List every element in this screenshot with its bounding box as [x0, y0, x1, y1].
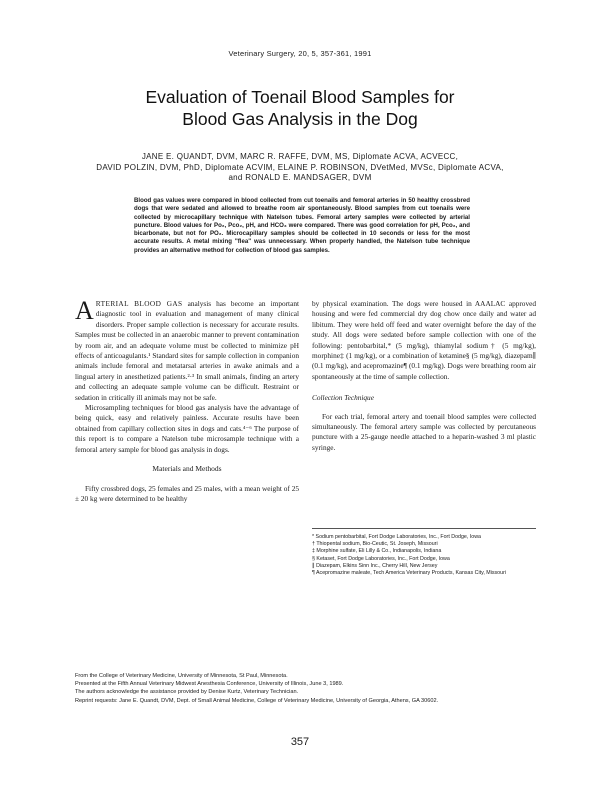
footnote: ¶ Acepromazine maleate, Tech America Veterinary Products, Kansas City, Missouri	[312, 570, 507, 577]
affiliation-notes	[75, 672, 536, 705]
page-number: 357	[290, 736, 310, 748]
authors-line-3: and RONALD E. MANDSAGER, DVM	[228, 173, 372, 182]
abstract: Blood gas values were compared in blood collected from cut toenails and femoral arteries in 50 healthy crossbred dogs that were sedated and allowed to breathe room air spontaneously. Blood samples from cut toenails were collected by microcapillary technique with Natelson tubes. Femoral artery samples were collected by arterial puncture. Blood values for Po₂, Pco₂, pH, and HCO₃ were compared. There was good correlation for pH, Pco₂, and bicarbonate, but not for PO₂. Microcapillary samples should be collected in 10 seconds or less for the most accurate results. A metal mixing "flea" was unnecessary. When properly handled, the Natelson tube technique provides an alternative method for collection of blood gas samples.	[134, 197, 470, 254]
article-title	[60, 86, 540, 130]
intro-text: analysis has become an important diagnostic tool in evaluation and management of many clinical disorders. Proper sample collection is necessary for accurate results. Samples must be collected in an anaerobic manner to prevent contamination by room air, and an adequate volume must be collected to minimize pH effects of anticoagulants.¹ Standard sites for sample collection in companion animals include femoral and metatarsal arteries in awake animals and a lingual artery in anesthetized patients.²·³ In small animals, finding an artery and collecting an adequate sample volume can be difficult. Restraint or sedation in critically ill animals may not be safe.	[75, 299, 299, 402]
affiliation-line: From the College of Veterinary Medicine, University of Minnesota, St Paul, Minnesota.	[75, 673, 288, 679]
intro-paragraph	[75, 296, 299, 403]
footnote: * Sodium pentobarbital, Fort Dodge Laboratories, Inc., Fort Dodge, Iowa	[312, 534, 482, 540]
housing-paragraph: by physical examination. The dogs were housed in AAALAC approved housing and were fed commercial dry dog chow once daily and water ad libitum. They were held off feed and water overnight before the day of the study. All dogs were sedated before sample collection with one of the following: pentobarbital,* (5 mg/kg), thiamylal sodium† (5 mg/kg), morphine‡ (1 mg/kg), or a combination of ketamine§ (5 mg/kg), diazepam∥ (0.1 mg/kg), and acepromazine¶ (0.1 mg/kg). Dogs were breathing room air spontaneously at the time of sample collection.	[312, 299, 536, 381]
microsampling-paragraph: Microsampling techniques for blood gas analysis have the advantage of being quick, easy and relatively painless. Accurate results have been obtained from capillary collection sites in dogs and cats.⁴⁻⁶ The purpose of this report is to compare a Natelson tube microsample technique with a femoral artery sample for blood gas analysis in dogs.	[75, 403, 299, 454]
footnote: † Thiopental sodium, Bio-Ceutic, St. Joseph, Missouri	[312, 541, 438, 548]
collection-paragraph: For each trial, femoral artery and toenail blood samples were collected simultaneously. The femoral artery sample was collected by percutaneous puncture with a 25-gauge needle attached to a heparin-washed 3 ml plastic syringe.	[312, 411, 536, 452]
footnote: § Ketaset, Fort Dodge Laboratories, Inc., Fort Dodge, Iowa	[312, 555, 450, 562]
title-line-2: Blood Gas Analysis in the Dog	[182, 109, 418, 129]
acknowledgement-line: The authors acknowledge the assistance provided by Denise Kurtz, Veterinary Technician.	[75, 689, 299, 696]
collection-heading: Collection Technique	[312, 393, 374, 403]
intro-lead: RTERIAL BLOOD GAS	[95, 299, 183, 308]
authors-line-2: DAVID POLZIN, DVM, PhD, Diplomate ACVIM, ELAINE P. ROBINSON, DVetMed, MVSc, Diplomate ACVA,	[96, 162, 504, 172]
footnotes	[312, 528, 536, 577]
footnote: ∥ Diazepam, Elkins Sinn Inc., Cherry Hill, New Jersey	[312, 562, 438, 569]
footnote: ‡ Morphine sulfate, Eli Lilly & Co., Indianapolis, Indiana	[312, 548, 442, 555]
methods-paragraph: Fifty crossbred dogs, 25 females and 25 males, with a mean weight of 25 ± 20 kg were determined to be healthy	[75, 483, 299, 503]
right-column	[312, 299, 536, 453]
authors-line-1: JANE E. QUANDT, DVM, MARC R. RAFFE, DVM, MS, Diplomate ACVA, ACVECC,	[141, 152, 459, 161]
presentation-line: Presented at the Fifth Annual Veterinary Midwest Anesthesia Conference, University of Illinois, June 3, 1989.	[75, 681, 344, 688]
author-list	[60, 152, 540, 184]
left-column	[75, 296, 299, 504]
methods-heading: Materials and Methods	[152, 464, 222, 474]
journal-citation: Veterinary Surgery, 20, 5, 357-361, 1991	[228, 49, 372, 58]
drop-cap: A	[75, 296, 94, 325]
title-line-1: Evaluation of Toenail Blood Samples for	[145, 87, 455, 107]
reprint-line: Reprint requests: Jane E. Quandt, DVM, Dept. of Small Animal Medicine, College of Veterinary Medicine, University of Georgia, Athens, GA 30602.	[75, 697, 439, 704]
